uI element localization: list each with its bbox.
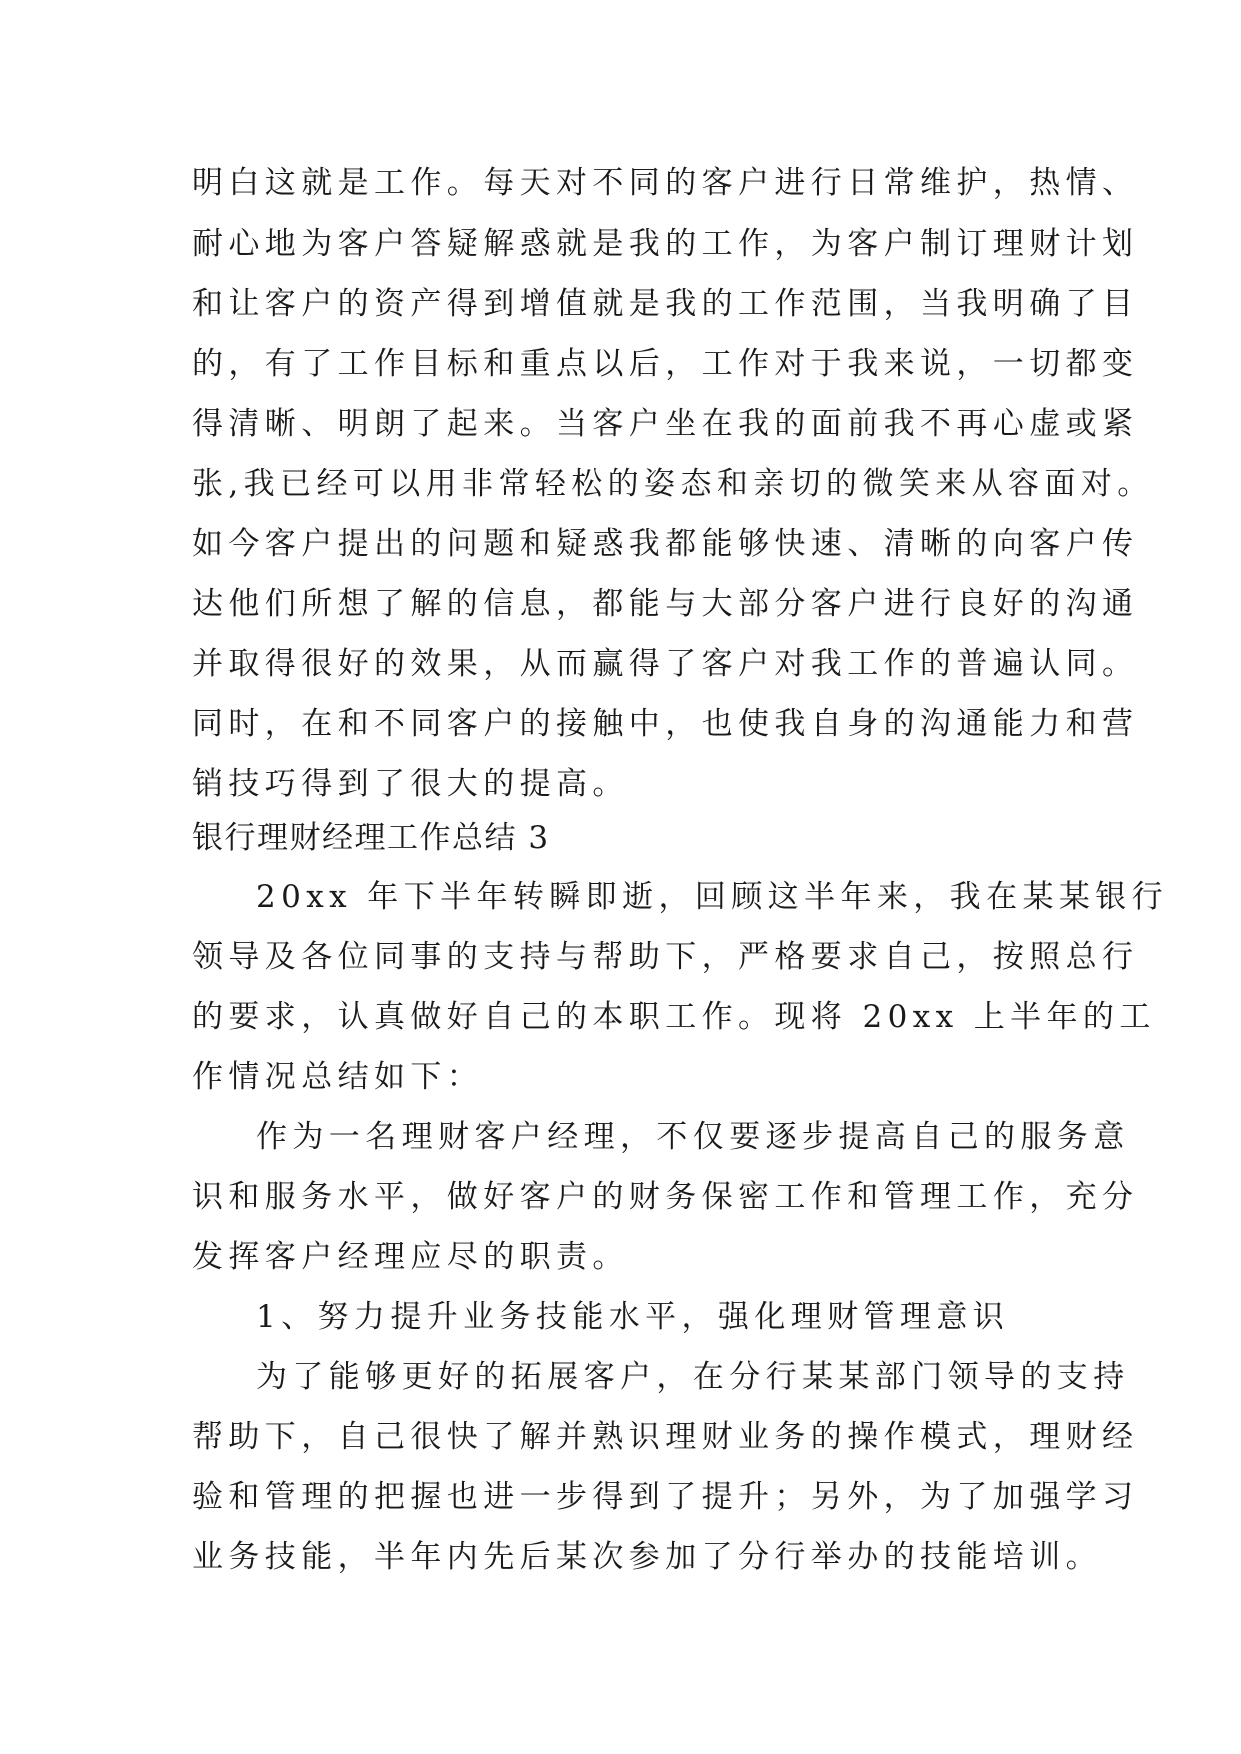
paragraph-line: 耐心地为客户答疑解惑就是我的工作，为客户制订理财计划: [192, 226, 1139, 262]
paragraph-line: 发挥客户经理应尽的职责。: [192, 1239, 629, 1275]
paragraph-line: 并取得很好的效果，从而赢得了客户对我工作的普遍认同。: [192, 646, 1139, 682]
paragraph-line: 销技巧得到了很大的提高。: [192, 766, 629, 802]
paragraph-line: 的要求，认真做好自己的本职工作。现将 20xx 上半年的工: [192, 999, 1156, 1035]
paragraph-line: 张,我已经可以用非常轻松的姿态和亲切的微笑来从容面对。: [192, 466, 1154, 502]
paragraph-line: 和让客户的资产得到增值就是我的工作范围，当我明确了目: [192, 286, 1139, 322]
paragraph-line: 得清晰、明朗了起来。当客户坐在我的面前我不再心虚或紧: [192, 406, 1139, 442]
paragraph-line: 识和服务水平，做好客户的财务保密工作和管理工作，充分: [192, 1179, 1139, 1215]
paragraph-line: 作情况总结如下：: [192, 1059, 484, 1095]
paragraph-line: 达他们所想了解的信息，都能与大部分客户进行良好的沟通: [192, 586, 1139, 622]
paragraph-line: 帮助下，自己很快了解并熟识理财业务的操作模式，理财经: [192, 1419, 1139, 1455]
section-heading: 银行理财经理工作总结 3: [192, 820, 550, 856]
subsection-heading: 1、努力提升业务技能水平，强化理财管理意识: [256, 1299, 1010, 1335]
paragraph-line: 同时，在和不同客户的接触中，也使我自身的沟通能力和营: [192, 706, 1139, 742]
paragraph-line: 的，有了工作目标和重点以后，工作对于我来说，一切都变: [192, 346, 1139, 382]
paragraph-line: 业务技能，半年内先后某次参加了分行举办的技能培训。: [192, 1539, 1102, 1575]
paragraph-line: 为了能够更好的拓展客户，在分行某某部门领导的支持: [256, 1359, 1130, 1395]
paragraph-line: 验和管理的把握也进一步得到了提升；另外，为了加强学习: [192, 1479, 1139, 1515]
paragraph-line: 20xx 年下半年转瞬即逝，回顾这半年来，我在某某银行: [256, 879, 1169, 915]
paragraph-line: 如今客户提出的问题和疑惑我都能够快速、清晰的向客户传: [192, 526, 1139, 562]
paragraph-line: 作为一名理财客户经理，不仅要逐步提高自己的服务意: [256, 1119, 1130, 1155]
paragraph-line: 明白这就是工作。每天对不同的客户进行日常维护，热情、: [192, 165, 1139, 201]
paragraph-line: 领导及各位同事的支持与帮助下，严格要求自己，按照总行: [192, 939, 1139, 975]
